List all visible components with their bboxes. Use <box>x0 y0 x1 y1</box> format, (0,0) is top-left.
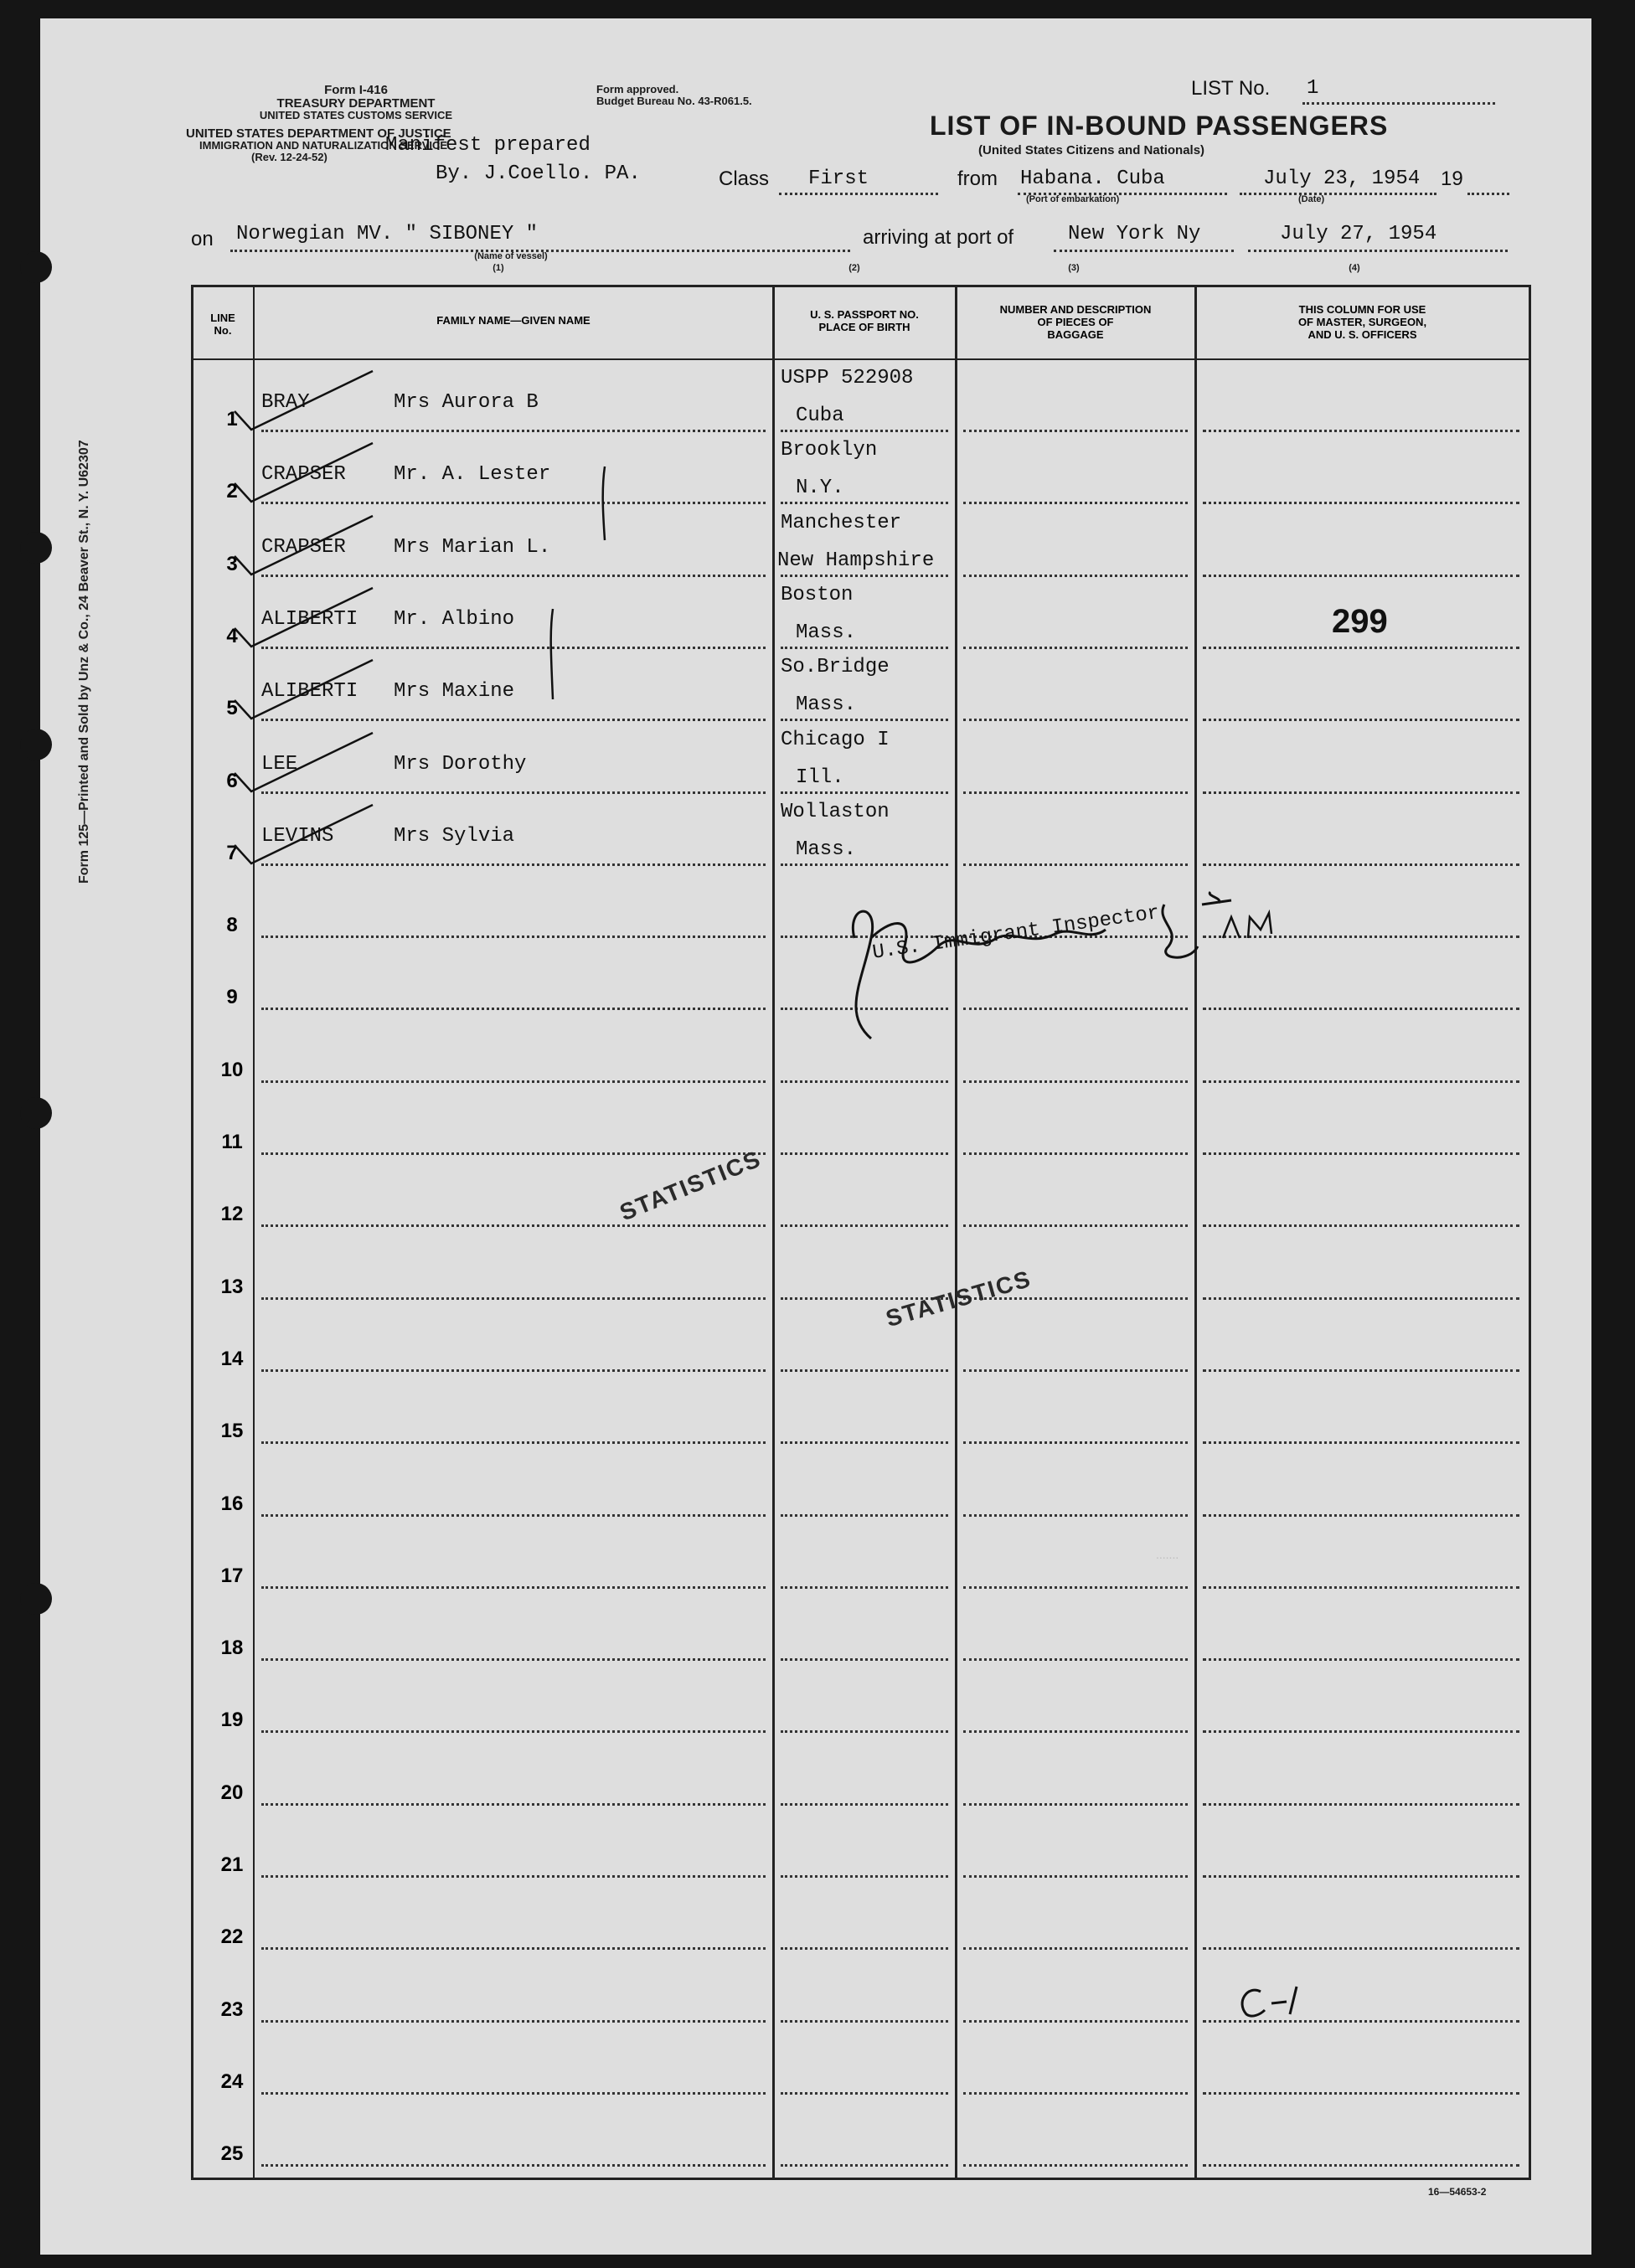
inspector-title: U.S. Immigrant Inspector <box>871 901 1162 965</box>
line-number: 24 <box>220 2070 244 2093</box>
manifest-prepared: Manifest prepared <box>385 134 591 157</box>
line-number: 4 <box>226 624 238 647</box>
line-number: 25 <box>220 2142 244 2166</box>
line-number: 22 <box>220 1925 244 1949</box>
embark-date: July 23, 1954 <box>1263 168 1421 190</box>
col-officers: THIS COLUMN FOR USE OF MASTER, SURGEON, AND U. S. OFFICERS <box>1297 303 1427 341</box>
punch-hole <box>20 729 52 760</box>
statistics-stamp: STATISTICS <box>883 1265 1034 1332</box>
handwritten-note <box>1231 1977 1315 2027</box>
class-label: Class <box>719 168 770 190</box>
family-bracket <box>544 607 561 716</box>
caption-2: (2) <box>848 263 860 273</box>
handwritten-note-text <box>1241 1983 1243 1984</box>
line-number: 11 <box>221 1131 243 1153</box>
manifest-page <box>40 18 1591 2255</box>
arrival-port: New York Ny <box>1068 223 1201 245</box>
budget-bureau: Budget Bureau No. 43-R061.5. <box>596 95 752 107</box>
line-number: 7 <box>226 841 238 864</box>
line-number: 10 <box>220 1058 244 1081</box>
line-number: 9 <box>226 986 238 1009</box>
punch-hole <box>20 251 52 283</box>
form-title: LIST OF IN-BOUND PASSENGERS <box>930 111 1389 141</box>
passport-or-birthplace: Chicago I <box>781 728 890 751</box>
line-number: 8 <box>226 914 238 937</box>
line-number: 1 <box>226 408 238 430</box>
on-label: on <box>191 228 214 250</box>
punch-hole <box>20 1583 52 1615</box>
prepared-by: By. J.Coello. PA. <box>436 162 641 185</box>
col-baggage: NUMBER AND DESCRIPTION OF PIECES OF BAGGAGE <box>999 303 1152 341</box>
given-name: Mrs Aurora B <box>394 391 539 414</box>
line-number: 21 <box>220 1853 244 1876</box>
form-number: Form I-416 <box>324 83 388 97</box>
family-name: LEE <box>261 752 298 776</box>
from-label: from <box>957 168 998 190</box>
passport-or-birthplace: Manchester <box>781 511 902 534</box>
arriving-label: arriving at port of <box>863 226 1014 249</box>
line-number: 6 <box>226 769 238 792</box>
check-mark <box>230 506 381 581</box>
family-name: LEVINS <box>261 824 334 848</box>
line-number: 15 <box>220 1420 244 1443</box>
passport-or-birthplace: Wollaston <box>781 800 890 823</box>
family-name: BRAY <box>261 391 310 414</box>
given-name: Mrs Sylvia <box>394 824 515 848</box>
check-mark <box>230 795 381 870</box>
birthplace-state: Mass. <box>796 838 857 861</box>
family-name: ALIBERTI <box>261 607 358 631</box>
century-19: 19 <box>1441 168 1463 190</box>
port-embarkation: Habana. Cuba <box>1020 168 1165 190</box>
given-name: Mrs Dorothy <box>394 752 527 776</box>
given-name: Mr. Albino <box>394 607 515 631</box>
punch-hole <box>20 1097 52 1129</box>
statistics-stamp: STATISTICS <box>616 1145 766 1226</box>
line-number: 3 <box>226 552 238 575</box>
revision: (Rev. 12-24-52) <box>251 151 328 163</box>
family-name: CRAPSER <box>261 535 346 559</box>
line-number: 23 <box>220 1997 244 2021</box>
given-name: Mrs Marian L. <box>394 535 551 559</box>
birthplace-state: Mass. <box>796 693 857 717</box>
officer-count: 299 <box>1332 603 1388 640</box>
given-name: Mr. A. Lester <box>394 463 551 487</box>
passport-or-birthplace: So.Bridge <box>781 656 890 679</box>
line-number: 2 <box>226 480 238 503</box>
check-mark <box>230 433 381 508</box>
customs-service: UNITED STATES CUSTOMS SERVICE <box>259 109 453 121</box>
col-line-no: LINE No. <box>210 312 235 337</box>
caption-4: (4) <box>1349 263 1360 273</box>
birthplace-state: Cuba <box>796 405 844 427</box>
check-mark <box>230 723 381 798</box>
check-mark <box>230 578 381 653</box>
col-passport: U. S. PASSPORT NO. PLACE OF BIRTH <box>810 308 919 333</box>
form-subtitle: (United States Citizens and Nationals) <box>978 143 1205 157</box>
printer-credit: Form 125—Printed and Sold by Unz & Co., 24 Beaver St., N. Y. U62307 <box>77 440 91 884</box>
vessel-name: Norwegian MV. " SIBONEY " <box>236 223 539 245</box>
line-number: 19 <box>220 1709 244 1732</box>
list-no-label: LIST No. <box>1191 77 1271 100</box>
passport-or-birthplace: Boston <box>781 583 854 606</box>
birthplace-state: New Hampshire <box>777 549 935 572</box>
check-mark <box>230 361 381 436</box>
passport-or-birthplace: Brooklyn <box>781 439 878 462</box>
birthplace-state: Mass. <box>796 621 857 644</box>
family-name: CRAPSER <box>261 463 346 487</box>
line-number: 16 <box>220 1492 244 1515</box>
line-number: 13 <box>220 1275 244 1298</box>
caption-3: (3) <box>1068 263 1080 273</box>
birthplace-state: N.Y. <box>796 477 844 500</box>
line-number: 5 <box>226 697 238 720</box>
class-value: First <box>808 168 869 190</box>
port-embarkation-caption: (Port of embarkation) <box>1026 194 1120 204</box>
given-name: Mrs Maxine <box>394 680 515 704</box>
check-mark <box>230 650 381 725</box>
col-family-name: FAMILY NAME—GIVEN NAME <box>436 314 591 327</box>
arrival-date: July 27, 1954 <box>1280 223 1437 245</box>
line-number: 14 <box>220 1347 244 1370</box>
punch-hole <box>20 532 52 564</box>
line-number: 12 <box>220 1203 244 1226</box>
inspector-signature <box>838 888 1273 1055</box>
vessel-caption: (Name of vessel) <box>474 251 548 261</box>
footer-code: 16—54653-2 <box>1428 2186 1487 2198</box>
form-approved: Form approved. <box>596 83 679 95</box>
line-number: 17 <box>220 1564 244 1587</box>
treasury-dept: TREASURY DEPARTMENT <box>276 96 436 111</box>
ins-service: IMMIGRATION AND NATURALIZATION SERVICE <box>199 139 448 152</box>
list-no-value: 1 <box>1307 77 1319 100</box>
family-bracket <box>596 465 613 557</box>
birthplace-state: Ill. <box>796 765 844 789</box>
family-name: ALIBERTI <box>261 680 358 704</box>
line-number: 18 <box>220 1637 244 1660</box>
line-number: 20 <box>220 1781 244 1804</box>
caption-1: (1) <box>493 263 504 273</box>
dept-justice: UNITED STATES DEPARTMENT OF JUSTICE <box>186 126 451 141</box>
passport-or-birthplace: USPP 522908 <box>781 367 914 389</box>
date-caption: (Date) <box>1298 194 1325 204</box>
